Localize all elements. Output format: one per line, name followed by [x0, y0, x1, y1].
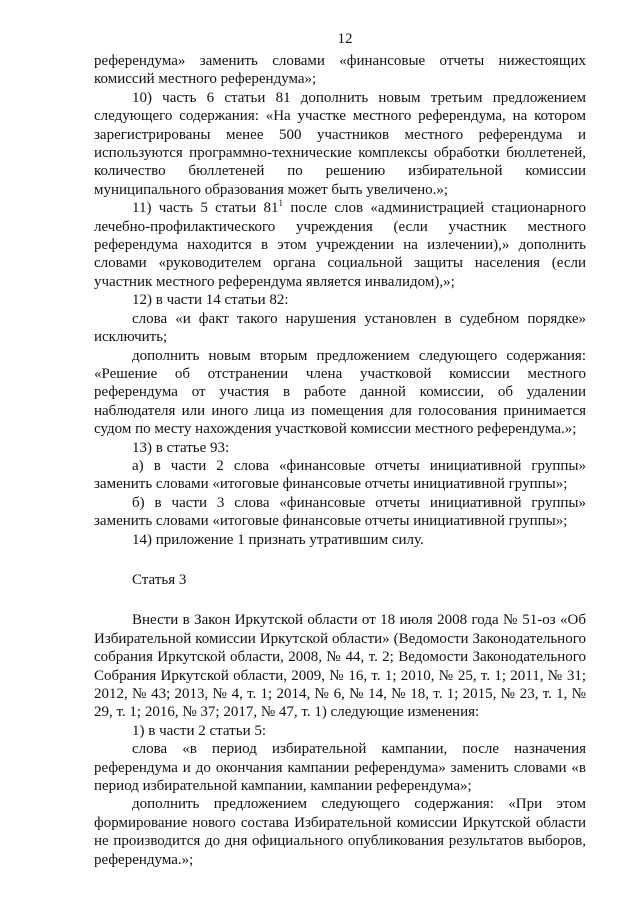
- article-heading: Статья 3: [132, 571, 187, 588]
- paragraph: 1) в части 2 статьи 5:: [132, 722, 267, 739]
- paragraph: 14) приложение 1 признать утратившим силу.: [132, 531, 424, 548]
- paragraph: дополнить предложением следующего содержания: «При этом формирование нового состава Избирательной комиссии Иркутской области не производится до дня официального опубликования результатов выборов, референдума.»;: [94, 796, 586, 868]
- paragraph: б) в части 3 слова «финансовые отчеты инициативной группы» заменить словами «итоговые финансовые отчеты инициативной группы»;: [94, 494, 586, 530]
- paragraph: 12) в части 14 статьи 82:: [132, 292, 289, 309]
- document-body: [94, 52, 586, 869]
- paragraph: 13) в статье 93:: [132, 439, 230, 456]
- paragraph: Внести в Закон Иркутской области от 18 июля 2008 года № 51-оз «Об Избирательной комиссии Иркутской области» (Ведомости Законодательного собрания Иркутской области, 2008, № 44, т. 2; Ведомости Законодательного Собрания Иркутской области, 2009, № 16, т. 1; 2010, № 25, т. 1; 2011, № 31; 2012, № 43; 2013, № 4, т. 1; 2014, № 6, № 14, № 18, т. 1; 2015, № 23, т. 1, № 29, т. 1; 2016, № 37; 2017, № 47, т. 1) следующие изменения:: [94, 612, 586, 721]
- page-number: 12: [337, 31, 353, 47]
- paragraph: 10) часть 6 статьи 81 дополнить новым третьим предложением следующего содержания: «На участке местного референдума, на котором зарегистрированы менее 500 участников местного референдума и используются программно-технические комплексы обработки бюллетеней, количество бюллетеней по решению избирательной комиссии муниципального образования может быть увеличено.»;: [94, 89, 586, 198]
- paragraph: дополнить новым вторым предложением следующего содержания: «Решение об отстранении члена участковой комиссии местного референдума от участия в работе данной комиссии, об удалении наблюдателя или иного лица из помещения для голосования принимается судом по месту нахождения участковой комиссии местного референдума.»;: [94, 347, 586, 438]
- superscript: 1: [278, 198, 284, 209]
- paragraph: слова «и факт такого нарушения установлен в судебном порядке» исключить;: [94, 310, 586, 346]
- paragraph-rest: после слов «администрацией стационарного лечебно-профилактического учреждения (если участник местного референдума находится в этом учреждении на излечении),» дополнить словами «руководителем органа социальной защиты населения (если участник местного референдума является инвалидом),»;: [94, 200, 586, 290]
- paragraph: слова «в период избирательной кампании, после назначения референдума и до окончания кампании референдума» заменить словами «в период избирательной кампании, кампании референдума»;: [94, 741, 586, 795]
- paragraph: [94, 199, 586, 291]
- paragraph: референдума» заменить словами «финансовые отчеты нижестоящих комиссий местного референдума»;: [94, 53, 586, 88]
- paragraph-lead: 11) часть 5 статьи 81: [132, 200, 279, 217]
- paragraph: а) в части 2 слова «финансовые отчеты инициативной группы» заменить словами «итоговые финансовые отчеты инициативной группы»;: [94, 457, 586, 493]
